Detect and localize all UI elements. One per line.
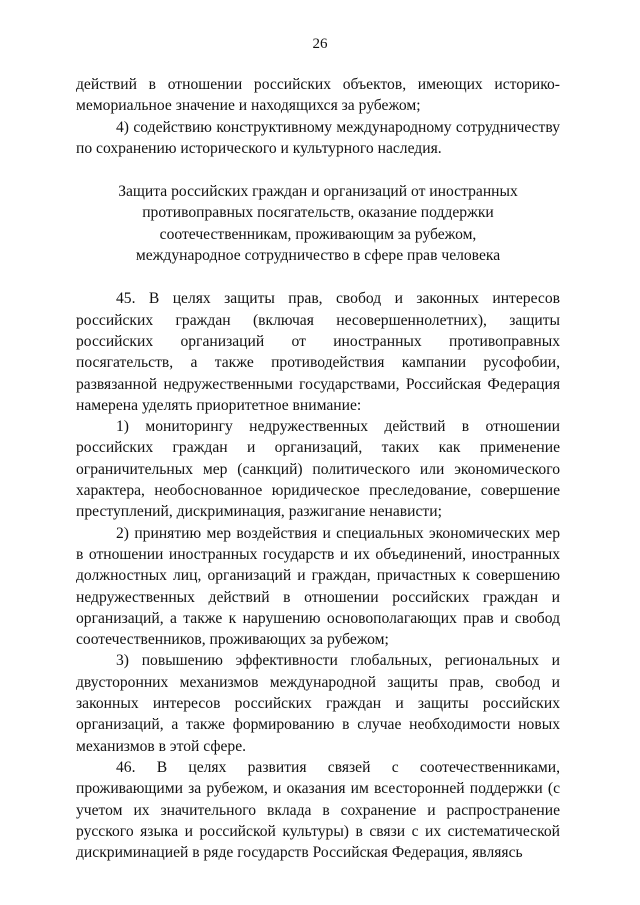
section-heading (76, 181, 560, 266)
heading-line-2: противоправных посягательств, оказание поддержки (142, 204, 494, 222)
paragraph-45-item-2: 2) принятию мер воздействия и специальных экономических мер в отношении иностранных государств и их объединений, иностранных должностных лиц, организаций и граждан, причастных к совершению недружественных действий в отношении российских граждан и организаций, а также к нарушению основополагающих прав и свобод соотечественников, проживающих за рубежом; (76, 524, 560, 649)
paragraph-46: 46. В целях развития связей с соотечественниками, проживающими за рубежом, и оказания им всесторонней поддержки (с учетом их значительного вклада в сохранение и распространение русского языка и российской культуры) в связи с их систематической дискриминацией в ряде государств Российская Федерация, являясь (76, 758, 560, 862)
paragraph-continuation: действий в отношении российских объектов, имеющих историко-мемориальное значение и находящихся за рубежом; (76, 76, 560, 115)
paragraph-45-item-3: 3) повышению эффективности глобальных, региональных и двусторонних механизмов международной защиты прав, свобод и законных интересов российских граждан и защиты российских организаций, а также формированию в случае необходимости новых механизмов в этой сфере. (76, 652, 560, 755)
paragraph-45-item-1: 1) мониторингу недружественных действий в отношении российских граждан и организаций, таких как применение ограничительных мер (санкций) политического или экономического характера, необоснованное юридическое преследование, совершение преступлений, дискриминация, разжигание ненависти; (76, 418, 560, 521)
page-number: 26 (312, 36, 328, 52)
heading-line-3: соотечественникам, проживающим за рубежом, (159, 225, 477, 243)
heading-line-4: международное сотрудничество в сфере прав человека (135, 247, 501, 265)
heading-line-1: Защита российских граждан и организаций от иностранных (118, 183, 518, 201)
list-item-4: 4) содействию конструктивному международному сотрудничеству по сохранению исторического и культурного наследия. (76, 118, 560, 157)
paragraph-45: 45. В целях защиты прав, свобод и законных интересов российских граждан (включая несовершеннолетних), защиты российских организаций от иностранных противоправных посягательств, а также противодействия кампании русофобии, развязанной недружественными государствами, Российская Федерация намерена уделять приоритетное внимание: (76, 290, 560, 414)
document-body (76, 74, 560, 863)
